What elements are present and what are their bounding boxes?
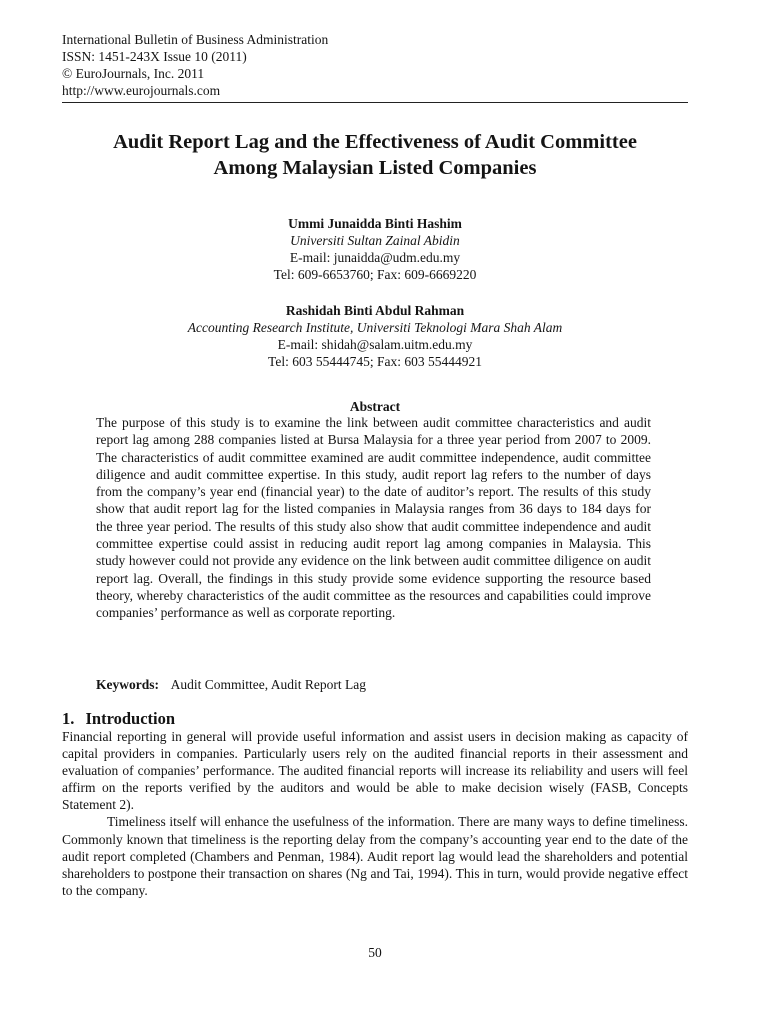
author-block-2: [62, 302, 688, 370]
journal-header: [62, 31, 328, 99]
page-number: 50: [368, 945, 382, 960]
paragraph: Timeliness itself will enhance the usefulness of the information. There are many ways to define timeliness. Commonly known that timeliness is the reporting delay from the company’s accounting year end to the date of the audit report completed (Chambers and Penman, 1984). Audit report lag would lead the shareholders and potential shareholders to postpone their transaction on shares (Ng and Tai, 1994). This in turn, would provide negative effect to the company.: [62, 814, 688, 898]
introduction-body: [62, 728, 688, 899]
author-affiliation: Universiti Sultan Zainal Abidin: [290, 233, 460, 248]
keywords-value: Audit Committee, Audit Report Lag: [170, 677, 366, 692]
journal-copyright: © EuroJournals, Inc. 2011: [62, 66, 205, 81]
keywords-label: Keywords:: [96, 677, 159, 692]
section-number: 1.: [62, 709, 75, 728]
section-heading: [62, 708, 175, 729]
section-title: Introduction: [85, 709, 176, 728]
author-name: Rashidah Binti Abdul Rahman: [285, 303, 465, 318]
author-contact: Tel: 609-6653760; Fax: 609-6669220: [273, 267, 477, 282]
abstract-body: The purpose of this study is to examine the link between audit committee characteristics and audit report lag among 288 companies listed at Bursa Malaysia for a three year period from 2007 to 2009. The characteristics of audit committee examined are audit committee independence, audit committee diligence and audit committee expertise. In this study, audit report lag refers to the number of days from the company’s year end (financial year) to the date of auditor’s report. The results of this study show that audit report lag for the listed companies in Malaysia ranges from 36 days to 184 days for the three year period. The results of this study also show that audit committee independence and audit committee expertise could assist in reducing audit report lag among companies in Malaysia. This study however could not provide any evidence on the link between audit committee diligence on audit report lag. Overall, the findings in this study provide some evidence supporting the resource based theory, whereby characteristics of the audit committee as the resources and capabilities could improve companies’ performance as well as corporate reporting.: [96, 415, 651, 621]
journal-issn: ISSN: 1451-243X Issue 10 (2011): [62, 49, 247, 64]
keywords-line: [96, 676, 366, 693]
author-block-1: [62, 215, 688, 283]
journal-name: International Bulletin of Business Administration: [62, 32, 329, 47]
paper-title-line-1: Audit Report Lag and the Effectiveness of Audit Committee: [113, 131, 637, 153]
author-email: E-mail: junaidda@udm.edu.my: [289, 250, 461, 265]
header-divider: [62, 102, 688, 103]
author-name: Ummi Junaidda Binti Hashim: [288, 216, 462, 231]
paper-title: [62, 129, 688, 181]
journal-url[interactable]: http://www.eurojournals.com: [62, 83, 221, 98]
abstract-heading: Abstract: [349, 399, 401, 414]
author-affiliation: Accounting Research Institute, Universiti Teknologi Mara Shah Alam: [187, 320, 563, 335]
paper-title-line-2: Among Malaysian Listed Companies: [213, 157, 537, 179]
author-contact: Tel: 603 55444745; Fax: 603 55444921: [268, 354, 482, 369]
paragraph: Financial reporting in general will provide useful information and assist users in decision making as capacity of capital providers in companies. Particularly users rely on the audited financial reports in their assessment and evaluation of companies’ performance. The audited financial reports will increase its reliability and users will feel affirm on the reports verified by the auditors and would be able to make decision wisely (FASB, Concepts Statement 2).: [62, 729, 688, 813]
author-email: E-mail: shidah@salam.uitm.edu.my: [277, 337, 473, 352]
